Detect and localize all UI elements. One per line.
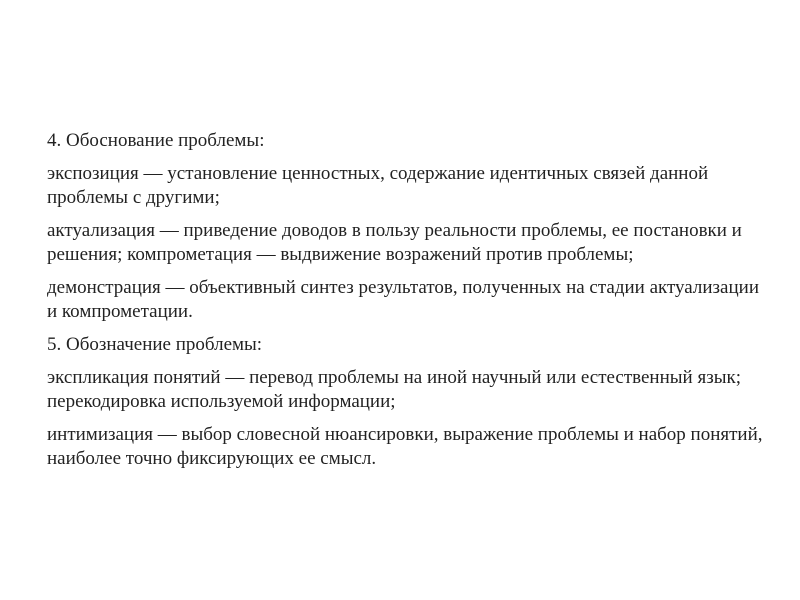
- item-exposition: экспозиция — установление ценностных, содержание идентичных связей данной проблемы с другими;: [47, 163, 709, 208]
- item-actualization: актуализация — приведение доводов в пользу реальности проблемы, ее постановки и решения; компрометация — выдвижение возражений против проблемы;: [47, 220, 742, 265]
- heading-designation: 5. Обозначение проблемы:: [47, 334, 263, 355]
- heading-justification: 4. Обоснование проблемы:: [47, 130, 265, 151]
- slide-body: [47, 129, 767, 480]
- item-demonstration: демонстрация — объективный синтез результатов, полученных на стадии актуализации и компрометации.: [47, 277, 759, 322]
- item-intimization: интимизация — выбор словесной нюансировки, выражение проблемы и набор понятий, наиболее точно фиксирующих ее смысл.: [47, 424, 763, 469]
- item-explication: экспликация понятий — перевод проблемы на иной научный или естественный язык; перекодировка используемой информации;: [47, 367, 741, 412]
